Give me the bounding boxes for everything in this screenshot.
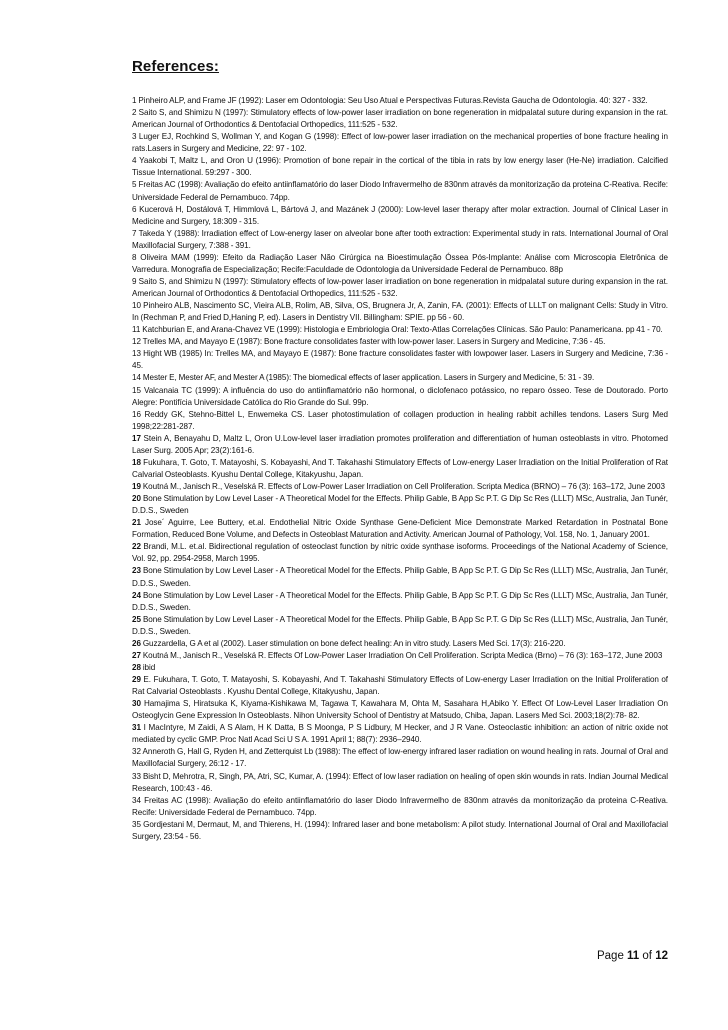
reference-item <box>132 409 668 433</box>
reference-text: Valcanaia TC (1999): A influência do uso do antiinflamatório não hormonal, o diclofenaco potássico, no reparo ósseo. Tese de Doutorado. Porto Alegre: Pontifícia Universidade Católica do Rio Grande do Sul. 99p. <box>132 385 668 407</box>
reference-number: 25 <box>132 614 141 624</box>
reference-number: 16 <box>132 409 141 419</box>
reference-number: 2 <box>132 108 137 118</box>
reference-number: 10 <box>132 301 141 311</box>
reference-number: 34 <box>132 795 141 805</box>
reference-item <box>132 107 668 131</box>
references-heading: References: <box>132 58 219 75</box>
reference-text: Mester E, Mester AF, and Mester A (1985): The biomedical effects of laser application. Lasers in Surgery and Medicine, 5: 31 - 39. <box>142 373 595 383</box>
reference-item <box>132 481 668 493</box>
reference-item <box>132 276 668 300</box>
reference-text: Kucerová H, Dostálová T, Himmlová L, Bártová J, and Mazánek J (2000): Low-level laser therapy after molar extraction. Journal of Clinical Laser in Medicine and Surgery, 18:309 - 315. <box>132 204 668 226</box>
reference-number: 28 <box>132 662 141 672</box>
reference-text: Bone Stimulation by Low Level Laser - A Theoretical Model for the Effects. Philip Gable, B App Sc P.T. G Dip Sc Res (LLLT) MSc, Australia, Jan Tunér, D.D.S., Sweden <box>132 494 669 516</box>
reference-item <box>132 95 668 107</box>
reference-item <box>132 252 668 276</box>
reference-text: Freitas AC (1998): Avaliação do efeito antiinflamatório do laser Diodo Infravermelho de 830nm através da monitorização da proteina C-Reativa. Recife: Universidade Federal de Pernambuco. 74pp. <box>132 180 668 202</box>
reference-text: Katchburian E, and Arana-Chavez VE (1999): Histologia e Embriologia Oral: Texto-Atlas Correlações Clínicas. São Paulo: Panamericana. pp 41 - 70. <box>142 325 663 335</box>
reference-item <box>132 662 668 674</box>
reference-number: 29 <box>132 675 141 684</box>
reference-item <box>132 722 668 746</box>
reference-item <box>132 155 668 179</box>
reference-item <box>132 638 668 650</box>
reference-number: 21 <box>132 518 141 528</box>
reference-number: 33 <box>132 771 141 781</box>
reference-text: Freitas AC (1998): Avaliação do efeito antiinflamatório do laser Diodo Infravermelho de 830nm através da monitorização da proteina C-Reativa. Recife: Universidade Federal de Pernambuco. 74pp. <box>132 795 668 817</box>
reference-item <box>132 131 668 155</box>
reference-number: 31 <box>132 723 141 733</box>
reference-number: 26 <box>132 638 141 648</box>
reference-item <box>132 228 668 252</box>
reference-item <box>132 433 668 457</box>
reference-item <box>132 457 668 481</box>
reference-text: Oliveira MAM (1999): Efeito da Radiação Laser Não Cirúrgica na Bioestimulação Óssea Pós-Implante: Análise com Microscopia Eletrônica de Varredura. Monografia de Especialização; Recife:Faculdade de Odontologia da Universidade Federal de Pernambuco. 88p <box>132 252 668 274</box>
reference-text: Guzzardella, G A et al (2002). Laser stimulation on bone defect healing: An in vitro study. Lasers Med Sci. 17(3): 216-220. <box>142 638 566 648</box>
reference-number: 1 <box>132 96 137 105</box>
reference-text: Luger EJ, Rochkind S, Wollman Y, and Kogan G (1998): Effect of low-power laser irradiation on the mechanical properties of bone fracture healing in rats.Lasers in Surgery and Medicine, 22: 97 - 102. <box>132 132 668 154</box>
reference-text: Saito S, and Shimizu N (1997): Stimulatory effects of low-power laser irradiation on bone regeneration in midpalatal suture during expansion in the rat. American Journal of Orthodontics & Dentofacial Orthopedics, 111:525 - 532. <box>132 276 668 298</box>
reference-number: 15 <box>132 385 141 395</box>
reference-text: Jose´ Aguirre, Lee Buttery, et.al. Endothelial Nitric Oxide Synthase Gene-Deficient Mice Demonstrate Marked Retardation in Postnatal Bone Formation, Reduced Bone Volume, and Defects in Osteoblast Maturation and Activity. American Journal of Pathology, Vol. 158, No. 1, January 2001. <box>132 518 669 540</box>
reference-item <box>132 204 668 228</box>
reference-item <box>132 650 668 662</box>
reference-item <box>132 179 668 203</box>
page-label: Page <box>596 950 628 962</box>
reference-text: Koutná M., Janisch R., Veselská R. Effects of Low-Power Laser Irradiation on Cell Proliferation. Scripta Medica (BRNO) – 76 (3): 163–172, June 2003 <box>142 482 665 491</box>
reference-item <box>132 372 668 384</box>
reference-item <box>132 348 668 372</box>
page-footer <box>597 950 668 962</box>
reference-item <box>132 493 668 517</box>
reference-item <box>132 385 668 409</box>
reference-text: E. Fukuhara, T. Goto, T. Matayoshi, S. Kobayashi, And T. Takahashi Stimulatory Effects of Low-energy Laser Irradiation on the Initial Proliferation of Rat Calvarial Osteoblasts . Kyushu Dental College, Kitakyushu, Japan. <box>132 675 669 697</box>
reference-item <box>132 771 668 795</box>
reference-number: 20 <box>132 494 141 504</box>
reference-text: Brandi, M.L. et.al. Bidirectional regulation of osteoclast function by nitric oxide synthase isoforms. Proceedings of the National Academy of Science, Vol. 92, pp. 2954-2958, March 1995. <box>132 542 668 564</box>
references-section <box>132 58 668 843</box>
reference-text: Pinheiro ALB, Nascimento SC, Vieira ALB, Rolim, AB, Silva, OS, Brugnera Jr, A, Zanin, FA. (2001): Effects of LLLT on malignant Cells: Study in Vitro. In (Rechman P, and Fried D,Haning P, ed). Lasers in Dentistry VII. Billingham: SPIE. pp 56 - 60. <box>132 301 668 323</box>
reference-text: ibid <box>142 662 156 672</box>
reference-number: 11 <box>132 325 141 335</box>
reference-text: Pinheiro ALP, and Frame JF (1992): Laser em Odontologia: Seu Uso Atual e Perspectivas Futuras.Revista Gaucha de Odontologia. 40: 327 - 332. <box>138 96 648 105</box>
reference-item <box>132 674 668 698</box>
reference-text: Fukuhara, T. Goto, T. Matayoshi, S. Kobayashi, And T. Takahashi Stimulatory Effects of Low-energy Laser Irradiation on the Initial Proliferation of Rat Calvarial Osteoblasts. Kyushu Dental College, Kitakyushu, Japan. <box>132 457 668 479</box>
reference-item <box>132 819 668 843</box>
reference-text: Saito S, and Shimizu N (1997): Stimulatory effects of low-power laser irradiation on bone regeneration in midpalatal suture during expansion in the rat. American Journal of Orthodontics & Dentofacial Orthopedics, 111:525 - 532. <box>132 108 668 130</box>
reference-item <box>132 614 668 638</box>
reference-item <box>132 565 668 589</box>
reference-number: 32 <box>132 747 141 757</box>
reference-number: 3 <box>132 132 137 142</box>
reference-number: 5 <box>132 180 137 190</box>
reference-number: 27 <box>132 650 141 660</box>
reference-number: 35 <box>132 819 141 829</box>
reference-number: 8 <box>132 252 137 262</box>
reference-number: 18 <box>132 457 141 467</box>
reference-number: 19 <box>132 482 141 491</box>
reference-text: Hight WB (1985) In: Trelles MA, and Mayayo E (1987): Bone fracture consolidates faster with lowpower laser. Lasers in Surgery and Medicine, 7:36 - 45. <box>132 349 668 371</box>
reference-number: 13 <box>132 349 141 359</box>
reference-text: Bone Stimulation by Low Level Laser - A Theoretical Model for the Effects. Philip Gable, B App Sc P.T. G Dip Sc Res (LLLT) MSc, Australia, Jan Tunér, D.D.S., Sweden. <box>132 566 669 588</box>
reference-text: I MacIntyre, M Zaidi, A S Alam, H K Datta, B S Moonga, P S Lidbury, M Hecker, and J R Vane. Osteoclastic inhibition: an action of nitric oxide not mediated by cyclic GMP. Proc Natl Acad Sci U S A. 1991 April 1; 88(7): 2936–2940. <box>132 723 669 745</box>
reference-item <box>132 517 668 541</box>
reference-item <box>132 541 668 565</box>
current-page-number: 11 <box>627 950 640 962</box>
reference-text: Takeda Y (1988): Irradiation effect of Low-energy laser on alveolar bone after tooth extraction: Experimental study in rats. International Journal of Oral Maxillofacial Surgery, 7:388 - 391. <box>132 228 668 250</box>
reference-item <box>132 795 668 819</box>
reference-item <box>132 590 668 614</box>
reference-text: Trelles MA, and Mayayo E (1987): Bone fracture consolidates faster with low-power laser. Lasers in Surgery and Medicine, 7:36 - 45. <box>142 337 606 347</box>
reference-number: 12 <box>132 337 141 347</box>
reference-item <box>132 300 668 324</box>
reference-text: Reddy GK, Stehno-Bittel L, Enwemeka CS. Laser photostimulation of collagen production in healing rabbit achilles tendons. Lasers Surg Med 1998;22:281-287. <box>132 409 668 431</box>
reference-number: 14 <box>132 373 141 383</box>
reference-text: Bone Stimulation by Low Level Laser - A Theoretical Model for the Effects. Philip Gable, B App Sc P.T. G Dip Sc Res (LLLT) MSc, Australia, Jan Tunér, D.D.S., Sweden. <box>132 614 669 636</box>
reference-text: Bisht D, Mehrotra, R, Singh, PA, Atri, SC, Kumar, A. (1994): Effect of low laser radiation on healing of open skin wounds in rats. Indian Journal Medical Research, 100:43 - 46. <box>132 771 668 793</box>
reference-item <box>132 336 668 348</box>
reference-number: 6 <box>132 204 137 214</box>
reference-text: Yaakobi T, Maltz L, and Oron U (1996): Promotion of bone repair in the cortical of the tibia in rats by low energy laser (He-Ne) irradiation. Calcified Tissue International. 59:297 - 300. <box>132 156 668 178</box>
reference-number: 4 <box>132 156 137 166</box>
reference-text: Gordjestani M, Dermaut, M, and Thierens, H. (1994): Infrared laser and bone metabolism: A pilot study. International Journal of Oral and Maxillofacial Surgery, 23:54 - 56. <box>132 819 668 841</box>
reference-text: Hamajima S, Hiratsuka K, Kiyama-Kishikawa M, Tagawa T, Kawahara M, Ohta M, Sasahara H,Abiko Y. Effect Of Low-Level Laser Irradiation On Osteoglycin Gene Expression In Osteoblasts. Nihon University School of Dentistry at Matsudo, Chiba, Japan. Lasers Med Sci. 2003;18(2):78- 82. <box>132 699 668 721</box>
reference-text: Bone Stimulation by Low Level Laser - A Theoretical Model for the Effects. Philip Gable, B App Sc P.T. G Dip Sc Res (LLLT) MSc, Australia, Jan Tunér, D.D.S., Sweden. <box>132 590 669 612</box>
reference-text: Anneroth G, Hall G, Ryden H, and Zetterquist Lb (1988): The effect of low-energy infrared laser radiation on wound healing in rats. Journal of Oral and Maxillofacial Surgery, 26:12 - 17. <box>132 747 669 769</box>
reference-number: 23 <box>132 566 141 576</box>
reference-number: 17 <box>132 433 141 443</box>
reference-text: Stein A, Benayahu D, Maltz L, Oron U.Low-level laser irradiation promotes proliferation and differentiation of human osteoblasts in vitro. Photomed Laser Surg. 2005 Apr; 23(2):161-6. <box>132 433 668 455</box>
reference-item <box>132 324 668 336</box>
reference-text: Koutná M., Janisch R., Veselská R. Effects Of Low-Power Laser Irradiation On Cell Proliferation. Scripta Medica (Brno) – 76 (3): 163–172, June 2003 <box>142 650 663 660</box>
page-of-label: of <box>639 950 656 962</box>
reference-item <box>132 746 668 770</box>
references-list <box>132 95 668 843</box>
reference-number: 7 <box>132 228 137 238</box>
total-pages-number: 12 <box>655 950 668 962</box>
reference-number: 24 <box>132 590 141 600</box>
reference-item <box>132 698 668 722</box>
reference-number: 22 <box>132 542 141 552</box>
reference-number: 9 <box>132 276 137 286</box>
reference-number: 30 <box>132 699 141 709</box>
